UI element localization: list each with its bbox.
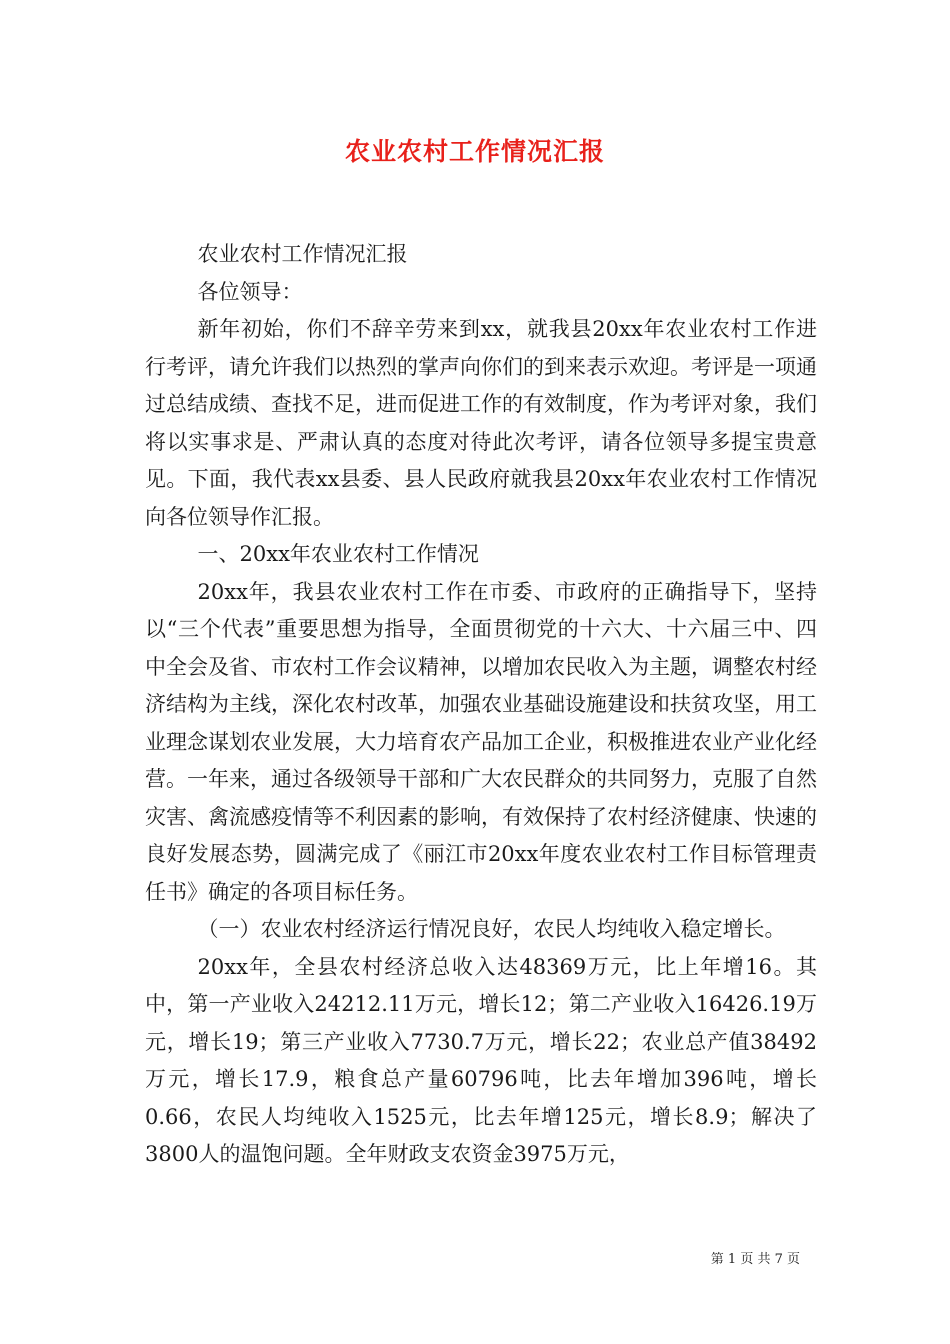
document-title: 农业农村工作情况汇报 bbox=[344, 137, 605, 166]
paragraph-overview: 20xx年，我县农业农村工作在市委、市政府的正确指导下，坚持以“三个代表”重要思想为指导，全面贯彻党的十六大、十六届三中、四中全会及省、市农村工作会议精神，以增加农民收入为主题，调整农村经济结构为主线，深化农村改革，加强农业基础设施建设和扶贫攻坚，用工业理念谋划农业发展，大力培育农产品加工企业，积极推进农业产业化经营。一年来，通过各级领导干部和广大农民群众的共同努力，克服了自然灾害、禽流感疫情等不利因素的影响，有效保持了农村经济健康、快速的良好发展态势，圆满完成了《丽江市20xx年度农业农村工作目标管理责任书》确定的各项目标任务。 bbox=[145, 579, 817, 904]
paragraph-intro: 新年初始，你们不辞辛劳来到xx，就我县20xx年农业农村工作进行考评，请允许我们以热烈的掌声向你们的到来表示欢迎。考评是一项通过总结成绩、查找不足，进而促进工作的有效制度，作为考评对象，我们将以实事求是、严肃认真的态度对待此次考评，请各位领导多提宝贵意见。下面，我代表xx县委、县人民政府就我县20xx年农业农村工作情况向各位领导作汇报。 bbox=[145, 317, 817, 529]
paragraph-heading: 农业农村工作情况汇报 bbox=[197, 242, 408, 266]
paragraph-section-one: 一、20xx年农业农村工作情况 bbox=[197, 542, 479, 566]
paragraph-subsection-one: （一）农业农村经济运行情况良好，农民人均纯收入稳定增长。 bbox=[197, 917, 786, 941]
paragraph-statistics: 20xx年，全县农村经济总收入达48369万元，比上年增16。其中，第一产业收入24212.11万元，增长12；第二产业收入16426.19万元，增长19；第三产业收入7730.7万元，增长22；农业总产值38492万元，增长17.9，粮食总产量60796吨，比去年增加396吨，增长0.66，农民人均纯收入1525元，比去年增125元，增长8.9；解决了3800人的温饱问题。全年财政支农资金3975万元， bbox=[145, 954, 817, 1166]
page-footer: 第 1 页 共 7 页 bbox=[710, 1252, 800, 1267]
document-body bbox=[145, 236, 817, 1174]
paragraph-salutation: 各位领导： bbox=[197, 279, 303, 304]
